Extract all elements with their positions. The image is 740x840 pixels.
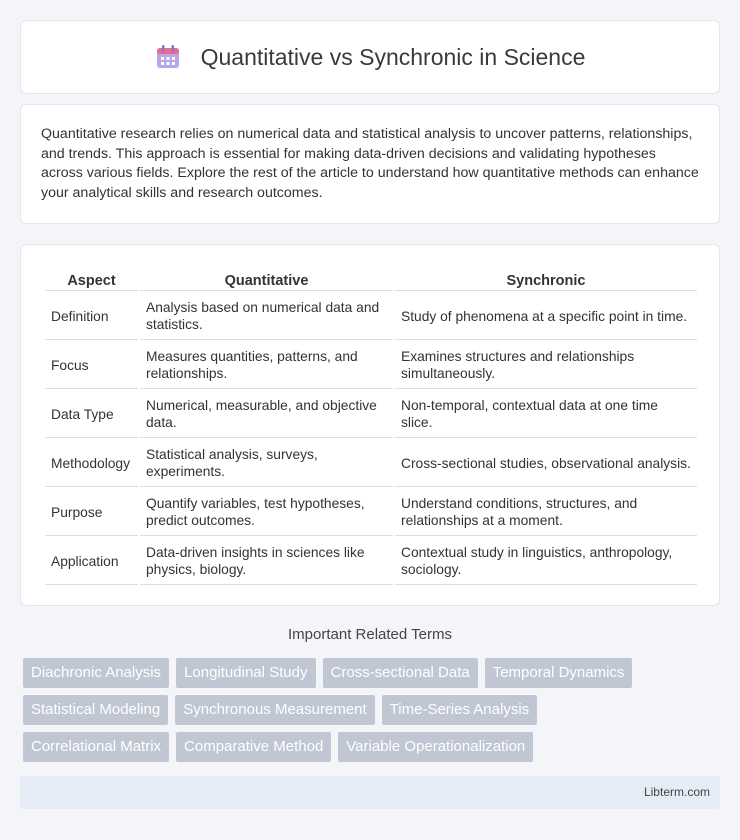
aspect-cell: Definition [45, 293, 138, 340]
table-row [45, 489, 697, 536]
related-term-tag[interactable]: Temporal Dynamics [485, 658, 633, 688]
aspect-cell: Data Type [45, 391, 138, 438]
table-row [45, 342, 697, 389]
quantitative-cell: Statistical analysis, surveys, experiments. [140, 440, 393, 487]
related-term-tag[interactable]: Time-Series Analysis [382, 695, 537, 725]
footer-site-link[interactable]: Libterm.com [643, 785, 710, 799]
table-row [45, 538, 697, 585]
aspect-cell: Methodology [45, 440, 138, 487]
table-row [45, 293, 697, 340]
aspect-cell: Focus [45, 342, 138, 389]
comparison-table-card [20, 244, 720, 606]
related-term-tag[interactable]: Longitudinal Study [176, 658, 315, 688]
synchronic-cell: Examines structures and relationships simultaneously. [395, 342, 697, 389]
aspect-cell: Purpose [45, 489, 138, 536]
quantitative-cell: Quantify variables, test hypotheses, predict outcomes. [140, 489, 393, 536]
column-header-synchronic: Synchronic [395, 267, 697, 291]
synchronic-cell: Understand conditions, structures, and relationships at a moment. [395, 489, 697, 536]
quantitative-cell: Measures quantities, patterns, and relationships. [140, 342, 393, 389]
comparison-table [43, 265, 699, 587]
synchronic-cell: Cross-sectional studies, observational analysis. [395, 440, 697, 487]
tag-row [23, 658, 723, 688]
table-row [45, 391, 697, 438]
tag-row [23, 695, 723, 725]
table-header-row [45, 267, 697, 291]
related-term-tag[interactable]: Variable Operationalization [338, 732, 533, 762]
synchronic-cell: Non-temporal, contextual data at one time slice. [395, 391, 697, 438]
related-terms-title: Important Related Terms [288, 626, 452, 643]
intro-text: Quantitative research relies on numerical data and statistical analysis to uncover patterns, relationships, and trends. This approach is essential for making data-driven decisions and validating hypotheses across various fields. Explore the rest of the article to understand how quantitative methods can enhance your analytical skills and research outcomes. [41, 126, 699, 201]
column-header-aspect: Aspect [45, 267, 138, 291]
calendar-icon [155, 44, 181, 70]
related-term-tag[interactable]: Cross-sectional Data [323, 658, 478, 688]
quantitative-cell: Data-driven insights in sciences like physics, biology. [140, 538, 393, 585]
related-term-tag[interactable]: Synchronous Measurement [175, 695, 374, 725]
intro-card [20, 104, 720, 224]
quantitative-cell: Numerical, measurable, and objective data. [140, 391, 393, 438]
related-term-tag[interactable]: Correlational Matrix [23, 732, 169, 762]
related-term-tag[interactable]: Diachronic Analysis [23, 658, 169, 688]
synchronic-cell: Study of phenomena at a specific point in time. [395, 293, 697, 340]
header-card [20, 20, 720, 94]
aspect-cell: Application [45, 538, 138, 585]
synchronic-cell: Contextual study in linguistics, anthropology, sociology. [395, 538, 697, 585]
table-row [45, 440, 697, 487]
quantitative-cell: Analysis based on numerical data and statistics. [140, 293, 393, 340]
footer [20, 776, 720, 809]
related-term-tag[interactable]: Statistical Modeling [23, 695, 168, 725]
tag-row [23, 732, 723, 762]
column-header-quantitative: Quantitative [140, 267, 393, 291]
related-terms-list [23, 658, 723, 769]
related-term-tag[interactable]: Comparative Method [176, 732, 331, 762]
page-title: Quantitative vs Synchronic in Science [200, 43, 586, 70]
